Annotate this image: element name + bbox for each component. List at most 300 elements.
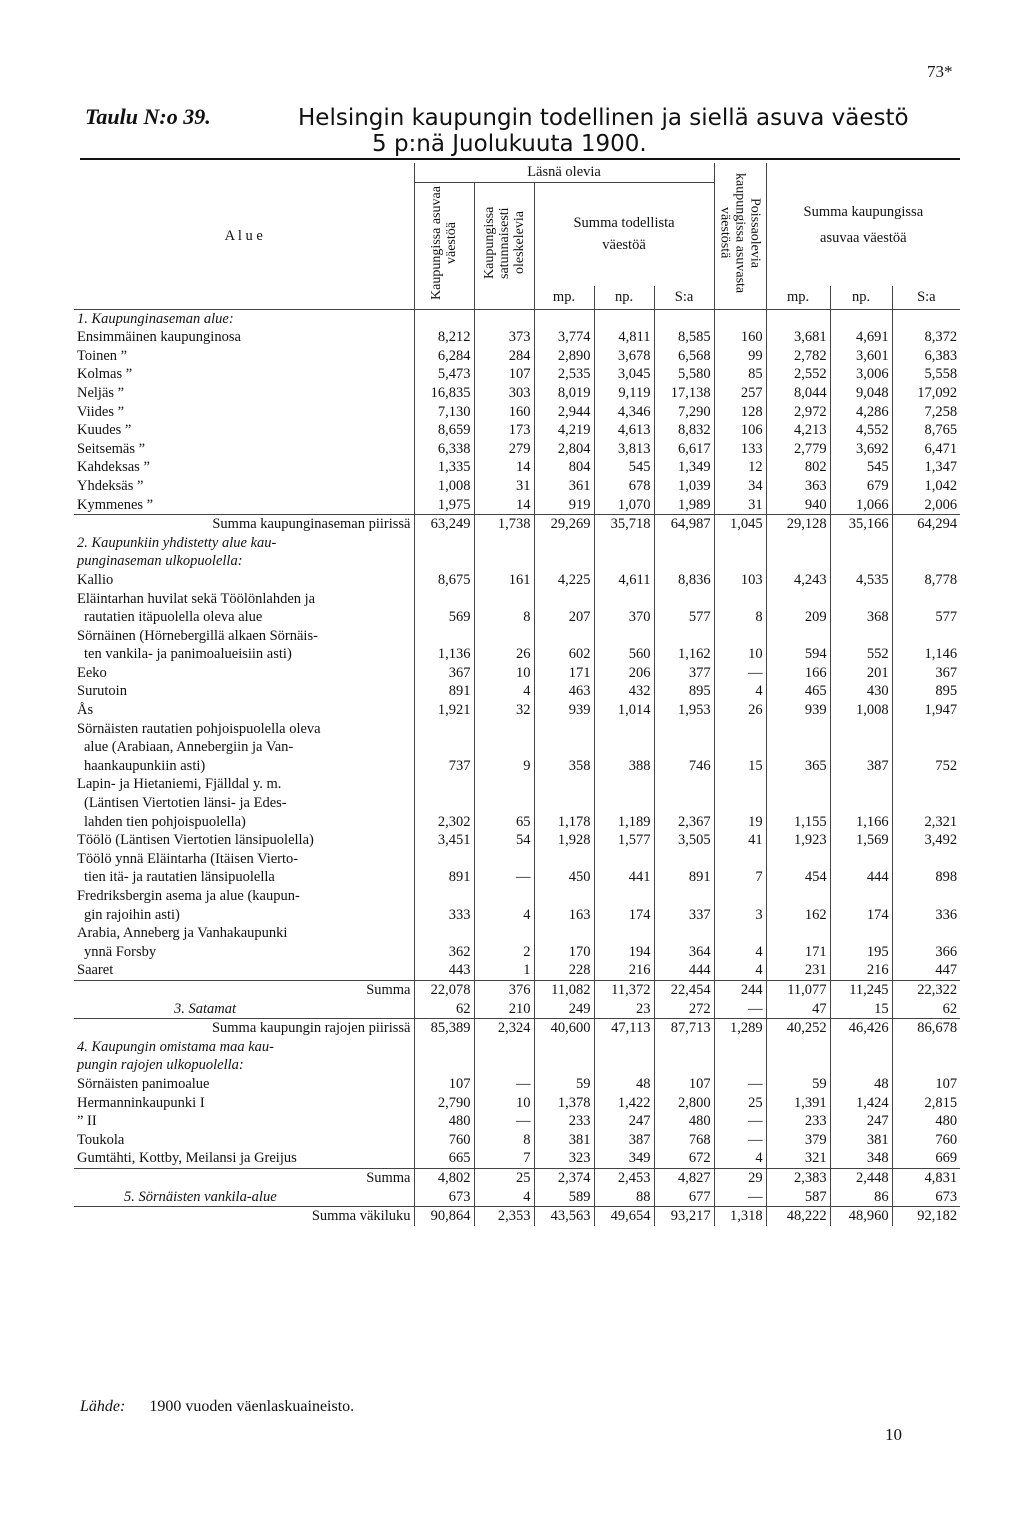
row-label: (Läntisen Viertotien länsi- ja Edes-	[84, 795, 287, 812]
value-cell: 6,284	[414, 347, 474, 366]
value-cell: 284	[474, 347, 534, 366]
value-cell: 802	[766, 458, 830, 477]
empty-cell	[534, 1056, 594, 1075]
value-cell: 602	[534, 627, 594, 664]
header-satunnaisesti: Kaupungissa satunnaisesti oleskelevia	[474, 182, 534, 309]
value-cell: 163	[534, 887, 594, 924]
value-cell: 4,802	[414, 1168, 474, 1187]
value-cell: 90,864	[414, 1207, 474, 1226]
value-cell: 11,372	[594, 980, 654, 999]
value-cell: 1,166	[830, 775, 892, 831]
value-cell: 1,008	[414, 477, 474, 496]
value-cell: 1,162	[654, 627, 714, 664]
value-cell: 65	[474, 775, 534, 831]
value-cell: 14	[474, 458, 534, 477]
value-cell: 43,563	[534, 1207, 594, 1226]
value-cell: 381	[830, 1131, 892, 1150]
value-cell: 2,383	[766, 1168, 830, 1187]
value-cell: 321	[766, 1149, 830, 1168]
value-cell: 4,213	[766, 421, 830, 440]
source-text: 1900 vuoden väenlaskuaineisto.	[149, 1398, 355, 1415]
value-cell: 480	[654, 1112, 714, 1131]
value-cell: 2,006	[892, 496, 960, 515]
row-label: alue (Arabiaan, Annebergiin ja Van-	[84, 739, 294, 756]
empty-cell	[654, 1038, 714, 1057]
value-cell: 898	[892, 850, 960, 887]
value-cell: 85	[714, 365, 766, 384]
value-cell: 349	[594, 1149, 654, 1168]
value-cell: 2,535	[534, 365, 594, 384]
empty-cell	[892, 534, 960, 553]
table-row	[74, 1131, 960, 1150]
value-cell: 1,569	[830, 831, 892, 850]
value-cell: 333	[414, 887, 474, 924]
section-2-heading-cont	[74, 552, 960, 571]
value-cell: 323	[534, 1149, 594, 1168]
value-cell: 450	[534, 850, 594, 887]
value-cell: 5,473	[414, 365, 474, 384]
row-label: Gumtähti, Kottby, Meilansi ja Greijus	[77, 1150, 297, 1167]
value-cell: 54	[474, 831, 534, 850]
value-cell: 891	[414, 682, 474, 701]
value-cell: 48	[830, 1075, 892, 1094]
value-cell: 171	[534, 664, 594, 683]
empty-cell	[534, 552, 594, 571]
value-cell: 170	[534, 924, 594, 961]
value-cell: 47,113	[594, 1019, 654, 1038]
empty-cell	[830, 309, 892, 328]
value-cell: 2	[474, 924, 534, 961]
value-cell: 6,338	[414, 440, 474, 459]
value-cell: 257	[714, 384, 766, 403]
row-label: Neljäs ”	[77, 384, 125, 401]
value-cell: 4,613	[594, 421, 654, 440]
value-cell: 560	[594, 627, 654, 664]
empty-cell	[892, 1056, 960, 1075]
value-cell: 1,947	[892, 701, 960, 720]
value-cell: 10	[474, 664, 534, 683]
value-cell: 940	[766, 496, 830, 515]
value-cell: 441	[594, 850, 654, 887]
value-cell: 216	[830, 961, 892, 980]
table-row	[74, 458, 960, 477]
row-label: Summa kaupunginaseman piirissä	[74, 515, 414, 534]
value-cell: 1	[474, 961, 534, 980]
value-cell: 62	[892, 1000, 960, 1019]
value-cell: 171	[766, 924, 830, 961]
value-cell: 4	[714, 682, 766, 701]
value-cell: 577	[892, 590, 960, 627]
row-label: Lapin- ja Hietaniemi, Fjälldal y. m.	[77, 776, 282, 793]
value-cell: —	[474, 1112, 534, 1131]
value-cell: 379	[766, 1131, 830, 1150]
value-cell: 25	[714, 1094, 766, 1113]
value-cell: 16,835	[414, 384, 474, 403]
value-cell: 85,389	[414, 1019, 474, 1038]
empty-cell	[766, 1056, 830, 1075]
value-cell: 8,019	[534, 384, 594, 403]
value-cell: 376	[474, 980, 534, 999]
value-cell: 32	[474, 701, 534, 720]
value-cell: 128	[714, 403, 766, 422]
row-label: Arabia, Anneberg ja Vanhakaupunki	[77, 925, 288, 942]
section-1-heading	[74, 309, 960, 328]
value-cell: 15	[830, 1000, 892, 1019]
value-cell: 244	[714, 980, 766, 999]
empty-cell	[594, 1056, 654, 1075]
value-cell: 6,568	[654, 347, 714, 366]
value-cell: 103	[714, 571, 766, 590]
empty-cell	[594, 1038, 654, 1057]
table-row	[74, 421, 960, 440]
value-cell: 2,374	[534, 1168, 594, 1187]
value-cell: 2,552	[766, 365, 830, 384]
row-label: Ås	[77, 702, 94, 719]
value-cell: 919	[534, 496, 594, 515]
value-cell: 1,136	[414, 627, 474, 664]
empty-cell	[714, 534, 766, 553]
value-cell: 1,989	[654, 496, 714, 515]
empty-cell	[414, 309, 474, 328]
value-cell: 1,008	[830, 701, 892, 720]
row-label: rautatien itäpuolella oleva alue	[84, 609, 263, 626]
value-cell: 679	[830, 477, 892, 496]
value-cell: 768	[654, 1131, 714, 1150]
header-kaupungissa-asuvaa: Kaupungissa asuvaa väestöä	[414, 182, 474, 309]
value-cell: 233	[766, 1112, 830, 1131]
value-cell: 9	[474, 720, 534, 776]
header-mp-2: mp.	[766, 286, 830, 309]
value-cell: 3,451	[414, 831, 474, 850]
value-cell: 2,815	[892, 1094, 960, 1113]
row-label: ynnä Forsby	[84, 943, 157, 960]
row-label: Kahdeksas ”	[77, 459, 150, 476]
value-cell: 891	[414, 850, 474, 887]
row-label: Summa	[74, 980, 414, 999]
value-cell: 8,778	[892, 571, 960, 590]
value-cell: 107	[654, 1075, 714, 1094]
value-cell: 3,681	[766, 328, 830, 347]
value-cell: 1,738	[474, 515, 534, 534]
page-number: 73*	[927, 62, 953, 81]
value-cell: 11,077	[766, 980, 830, 999]
value-cell: 8,212	[414, 328, 474, 347]
table-row	[74, 775, 960, 794]
value-cell: 336	[892, 887, 960, 924]
value-cell: 752	[892, 720, 960, 776]
value-cell: 10	[474, 1094, 534, 1113]
value-cell: 303	[474, 384, 534, 403]
value-cell: 62	[414, 1000, 474, 1019]
value-cell: 665	[414, 1149, 474, 1168]
empty-cell	[654, 552, 714, 571]
table-row	[74, 384, 960, 403]
value-cell: 4	[474, 682, 534, 701]
header-mp-1: mp.	[534, 286, 594, 309]
value-cell: 195	[830, 924, 892, 961]
value-cell: 7	[474, 1149, 534, 1168]
value-cell: 432	[594, 682, 654, 701]
value-cell: 31	[474, 477, 534, 496]
empty-cell	[654, 534, 714, 553]
value-cell: 8,765	[892, 421, 960, 440]
value-cell: 49,654	[594, 1207, 654, 1226]
value-cell: 2,972	[766, 403, 830, 422]
value-cell: 210	[474, 1000, 534, 1019]
table-label: Taulu N:o 39.	[85, 104, 211, 129]
value-cell: 1,039	[654, 477, 714, 496]
value-cell: 669	[892, 1149, 960, 1168]
value-cell: 737	[414, 720, 474, 776]
value-cell: 22,322	[892, 980, 960, 999]
value-cell: 1,347	[892, 458, 960, 477]
value-cell: 6,383	[892, 347, 960, 366]
empty-cell	[830, 1038, 892, 1057]
value-cell: 12	[714, 458, 766, 477]
value-cell: 366	[892, 924, 960, 961]
value-cell: 3,813	[594, 440, 654, 459]
table-row	[74, 365, 960, 384]
value-cell: 107	[414, 1075, 474, 1094]
value-cell: 9,119	[594, 384, 654, 403]
value-cell: 373	[474, 328, 534, 347]
value-cell: 362	[414, 924, 474, 961]
table-title-line2: 5 p:nä Juolukuuta 1900.	[372, 131, 647, 157]
value-cell: 377	[654, 664, 714, 683]
value-cell: 8,659	[414, 421, 474, 440]
empty-cell	[830, 1056, 892, 1075]
value-cell: —	[714, 664, 766, 683]
row-label: Ensimmäinen kaupunginosa	[77, 329, 241, 346]
value-cell: 92,182	[892, 1207, 960, 1226]
value-cell: 279	[474, 440, 534, 459]
empty-cell	[414, 552, 474, 571]
value-cell: 206	[594, 664, 654, 683]
value-cell: 370	[594, 590, 654, 627]
value-cell: 29	[714, 1168, 766, 1187]
table-row	[74, 720, 960, 739]
row-label: Toinen ”	[77, 347, 128, 364]
value-cell: 64,294	[892, 515, 960, 534]
value-cell: 760	[414, 1131, 474, 1150]
value-cell: 4,225	[534, 571, 594, 590]
value-cell: 1,042	[892, 477, 960, 496]
value-cell: 939	[534, 701, 594, 720]
value-cell: —	[714, 1112, 766, 1131]
value-cell: 23	[594, 1000, 654, 1019]
row-label: Hermanninkaupunki I	[77, 1094, 205, 1111]
value-cell: 14	[474, 496, 534, 515]
empty-cell	[534, 1038, 594, 1057]
source-note	[80, 1398, 354, 1416]
value-cell: 2,790	[414, 1094, 474, 1113]
value-cell: 358	[534, 720, 594, 776]
value-cell: 233	[534, 1112, 594, 1131]
table-row	[74, 627, 960, 646]
value-cell: 22,454	[654, 980, 714, 999]
row-label: Summa väkiluku	[74, 1207, 414, 1226]
value-cell: 107	[892, 1075, 960, 1094]
value-cell: 2,321	[892, 775, 960, 831]
source-label: Lähde:	[80, 1398, 126, 1415]
row-label: Eläintarhan huvilat sekä Töölönlahden ja	[77, 590, 316, 607]
value-cell: 160	[474, 403, 534, 422]
section-2-heading	[74, 534, 960, 553]
value-cell: 760	[892, 1131, 960, 1150]
value-cell: 107	[474, 365, 534, 384]
row-label: ” II	[77, 1113, 97, 1130]
header-summa-asuvaa: Summa kaupungissa asuvaa väestöä	[766, 163, 960, 286]
header-row-1	[74, 163, 960, 182]
empty-cell	[714, 1038, 766, 1057]
section-4-heading-cont	[74, 1056, 960, 1075]
value-cell: 4,286	[830, 403, 892, 422]
value-cell: 1,577	[594, 831, 654, 850]
value-cell: 25	[474, 1168, 534, 1187]
header-poissaolevia: Poissaolevia kaupungissa asuvasta väestöstä	[714, 163, 766, 309]
empty-cell	[474, 309, 534, 328]
empty-cell	[766, 309, 830, 328]
value-cell: 4,691	[830, 328, 892, 347]
header-np-2: np.	[830, 286, 892, 309]
row-label: Eeko	[77, 664, 107, 681]
empty-cell	[714, 552, 766, 571]
row-label: Summa kaupungin rajojen piirissä	[74, 1019, 414, 1038]
table-row	[74, 496, 960, 515]
value-cell: 9,048	[830, 384, 892, 403]
row-label: Toukola	[77, 1131, 125, 1148]
empty-cell	[474, 1038, 534, 1057]
section-heading: punginaseman ulkopuolella:	[77, 553, 243, 570]
empty-cell	[892, 1038, 960, 1057]
value-cell: 673	[414, 1188, 474, 1207]
section-heading: 4. Kaupungin omistama maa kau-	[77, 1038, 274, 1055]
value-cell: 1,045	[714, 515, 766, 534]
row-label: tien itä- ja rautatien länsipuolella	[84, 869, 275, 886]
value-cell: 4	[714, 961, 766, 980]
value-cell: 895	[654, 682, 714, 701]
value-cell: 363	[766, 477, 830, 496]
row-label: Sörnäisten panimoalue	[77, 1075, 210, 1092]
row-label: ten vankila- ja panimoalueisiin asti)	[84, 646, 292, 663]
row-label: Kallio	[77, 571, 114, 588]
value-cell: 8,675	[414, 571, 474, 590]
value-cell: 11,245	[830, 980, 892, 999]
value-cell: 86,678	[892, 1019, 960, 1038]
value-cell: 454	[766, 850, 830, 887]
empty-cell	[766, 1038, 830, 1057]
row-label: Viides ”	[77, 403, 125, 420]
value-cell: 3,692	[830, 440, 892, 459]
sum-row-section-1	[74, 515, 960, 534]
value-cell: 64,987	[654, 515, 714, 534]
value-cell: 1,953	[654, 701, 714, 720]
value-cell: 367	[414, 664, 474, 683]
value-cell: 8,832	[654, 421, 714, 440]
row-label: Sörnäinen (Hörnebergillä alkaen Sörnäis-	[77, 627, 318, 644]
value-cell: 4,219	[534, 421, 594, 440]
value-cell: 10	[714, 627, 766, 664]
value-cell: 3,678	[594, 347, 654, 366]
value-cell: 174	[594, 887, 654, 924]
value-cell: 6,471	[892, 440, 960, 459]
value-cell: 2,890	[534, 347, 594, 366]
value-cell: 93,217	[654, 1207, 714, 1226]
value-cell: 209	[766, 590, 830, 627]
value-cell: 444	[654, 961, 714, 980]
value-cell: 174	[830, 887, 892, 924]
value-cell: 587	[766, 1188, 830, 1207]
value-cell: 1,975	[414, 496, 474, 515]
value-cell: 2,353	[474, 1207, 534, 1226]
value-cell: 3	[714, 887, 766, 924]
value-cell: 4,243	[766, 571, 830, 590]
value-cell: 4,827	[654, 1168, 714, 1187]
value-cell: 1,928	[534, 831, 594, 850]
value-cell: 2,800	[654, 1094, 714, 1113]
value-cell: 35,166	[830, 515, 892, 534]
value-cell: 26	[714, 701, 766, 720]
value-cell: 7,290	[654, 403, 714, 422]
value-cell: 2,448	[830, 1168, 892, 1187]
section-heading: 2. Kaupunkiin yhdistetty alue kau-	[77, 534, 277, 551]
value-cell: 4	[714, 924, 766, 961]
value-cell: 1,335	[414, 458, 474, 477]
value-cell: 367	[892, 664, 960, 683]
value-cell: 364	[654, 924, 714, 961]
value-cell: 3,492	[892, 831, 960, 850]
value-cell: 1,189	[594, 775, 654, 831]
value-cell: 1,146	[892, 627, 960, 664]
value-cell: 480	[892, 1112, 960, 1131]
row-label: Kuudes ”	[77, 422, 132, 439]
table-row	[74, 347, 960, 366]
section-4-heading	[74, 1038, 960, 1057]
value-cell: 2,367	[654, 775, 714, 831]
empty-cell	[414, 1056, 474, 1075]
table-row	[74, 682, 960, 701]
value-cell: 387	[594, 1131, 654, 1150]
value-cell: 26	[474, 627, 534, 664]
table-row	[74, 571, 960, 590]
row-label: Kymmenes ”	[77, 496, 154, 513]
value-cell: 552	[830, 627, 892, 664]
value-cell: 166	[766, 664, 830, 683]
table-row	[74, 1075, 960, 1094]
value-cell: 1,014	[594, 701, 654, 720]
empty-cell	[654, 309, 714, 328]
value-cell: 247	[830, 1112, 892, 1131]
value-cell: —	[474, 1075, 534, 1094]
value-cell: 4,552	[830, 421, 892, 440]
value-cell: 173	[474, 421, 534, 440]
value-cell: 1,923	[766, 831, 830, 850]
value-cell: 201	[830, 664, 892, 683]
footer-number: 10	[885, 1425, 902, 1444]
value-cell: 47	[766, 1000, 830, 1019]
value-cell: 677	[654, 1188, 714, 1207]
value-cell: 1,424	[830, 1094, 892, 1113]
empty-cell	[766, 552, 830, 571]
row-label: Sörnäisten rautatien pohjoispuolella oleva	[77, 720, 321, 737]
value-cell: 46,426	[830, 1019, 892, 1038]
table-row	[74, 590, 960, 609]
table-row	[74, 1149, 960, 1168]
value-cell: 3,601	[830, 347, 892, 366]
value-cell: 7,130	[414, 403, 474, 422]
value-cell: 673	[892, 1188, 960, 1207]
table-row	[74, 887, 960, 906]
